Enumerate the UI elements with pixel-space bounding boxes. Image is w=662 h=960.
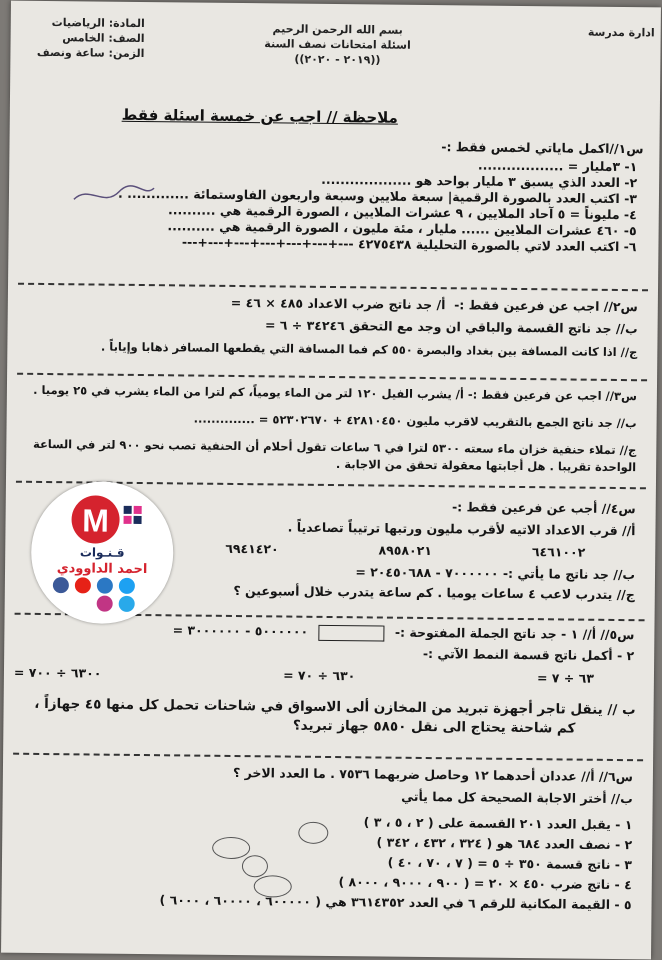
answer-circle-3 [242, 855, 268, 877]
q4-num-2: ٨٩٥٨٠٢١ [378, 542, 433, 559]
q1-title: س١//اكمل ماياتي لخمس فقط :- [441, 139, 644, 157]
q4-a: أ// قرب الاعداد الاتيه لأقرب مليون ورتبها ترتيباً تصاعدياً . [287, 519, 636, 539]
q5-title-line [174, 622, 634, 643]
q5-title: س٥// أ// ١ - جد ناتج الجملة المفتوحة :- [394, 624, 635, 643]
q1-item-4: ٤- مليوناً = ٥ آحاد الملايين ، ٩ عشرات الملايين ، الصورة الرقمية هي .......... [167, 202, 637, 223]
q3-a: أ/ يشرب الفيل ١٢٠ لتر من الماء يومياً، كم لترا من الماء يشرب في ٢٥ يوميا . [33, 382, 464, 402]
q2-title: س٢// اجب عن فرعين فقط :- [454, 297, 638, 315]
separator-1 [18, 283, 648, 292]
q4-title: س٤// أجب عن فرعين فقط :- [451, 499, 636, 517]
logo-line-1: قـنـوات [79, 545, 125, 560]
q1-item-6: ٦- اكتب العدد لاتي بالصورة التحليلية ٤٢٧٥٤٣٨ ---+---+---+---+---+---+--- [181, 234, 637, 255]
q4-block [175, 496, 636, 603]
q3-block [10, 383, 637, 476]
q4-b: ب// جد ناتج ما يأتي :- ٧٠٠٠٠٠٠ - ٢٠٤٥٠٦٨٨ = [355, 564, 636, 583]
q5-eq1: ٥٠٠٠٠٠٠ - ٣٠٠٠٠٠٠ = [172, 622, 309, 639]
q2-block [17, 293, 638, 360]
header-right [559, 24, 655, 40]
q5-b-block [5, 695, 635, 740]
q6-title: س٦// أ// عددان أحدهما ١٢ وحاصل ضربهما ٧٥٣٦ . ما العدد الاخر ؟ [232, 764, 633, 785]
svg-text:M: M [82, 502, 110, 539]
q2-c: ج// اذا كانت المسافة بين بغداد والبصرة ٥٥٠ كم فما المسافة التي يقطعها المسافر ذهابا وإياباً . [100, 339, 638, 360]
q6-b: ب// أختر الاجابة الصحيحة كل مما يأتي [401, 788, 633, 807]
q6-item-1: ١ - يقبل العدد ٢٠١ القسمة على ( ٢ ، ٥ ، ٣ ) [363, 814, 633, 833]
answer-circle-1 [298, 822, 328, 844]
q5-block [174, 622, 634, 663]
q6-item-4: ٤ - ناتج ضرب ٤٥٠ × ٢٠ = ( ٩٠٠ ، ٩٠٠٠ ، ٨٠٠٠ ) [338, 874, 632, 893]
separator-5 [13, 753, 643, 762]
q5-b2: كم شاحنة يحتاج الى نقل ٥٨٥٠ جهاز تبريد؟ [292, 717, 576, 737]
q3-b: ب// جد ناتج الجمع بالتقريب لاقرب مليون ٤٢٨١٠٤٥٠ + ٥٢٣٠٢٦٧٠ = .............. [193, 411, 637, 431]
q3-c1: ج// تملاء حنفية خزان ماء سعته ٥٣٠٠ لترا في ٦ ساعات تقول أحلام أن الحنفية تصب نحو ٩٠٠ لتر في الساعة [32, 436, 637, 458]
q5-pattern-3: ٦٣٠٠ ÷ ٧٠٠ = [13, 664, 102, 681]
q2-title-line [18, 293, 638, 315]
q4-numbers [175, 540, 635, 561]
q5-pattern-1: ٦٣ ÷ ٧ = [536, 670, 595, 686]
q1-item-5: ٥- ٤٦٠ عشرات الملايين ...... مليار ، مئة مليون ، الصورة الرقمية هي .......... [167, 218, 637, 239]
q2-b: ب// جد ناتج القسمة والباقي ان وجد مع التحقق ٣٤٢٤٦ ÷ ٦ = [264, 317, 638, 337]
answer-box [318, 624, 384, 641]
exam-paper [1, 1, 661, 960]
separator-2 [17, 373, 647, 382]
q3-title: س٣// اجب عن فرعين فقط :- [467, 387, 637, 404]
q6-item-2: ٢ - نصف العدد ٦٨٤ هو ( ٣٢٤ ، ٤٣٢ ، ٣٤٢ ) [376, 834, 633, 853]
handwritten-scribble [69, 179, 159, 210]
grade-label: الصف: الخامس [62, 31, 145, 46]
q3-title-line [11, 383, 637, 405]
answer-circle-2 [212, 837, 250, 859]
header-center [242, 21, 432, 68]
q1-item-3: ٣- اكتب العدد بالصورة الرقمية| سبعة ملايين وسبعة واربعون الفاوستمائة ............. . [117, 185, 638, 207]
time-label: الزمن: ساعة ونصف [36, 45, 145, 61]
q1-item-1: ١- ٣مليار = .................. [477, 157, 638, 175]
q6-item-3: ٣ - ناتج قسمة ٣٥٠ ÷ ٥ = ( ٧ ، ٧٠ ، ٤٠ ) [387, 854, 633, 873]
header-left [24, 15, 144, 61]
q5-b1: ب // ينقل تاجر أجهزة تبريد من المخازن ألى الاسواق في شاحنات تحمل كل منها ٤٥ جهازاً ، [34, 695, 636, 719]
exam-year: ((٢٠١٩ - ٢٠٢٠)) [294, 52, 381, 67]
answer-circle-4 [254, 875, 292, 897]
q4-num-3: ٦٩٤١٤٢٠ [225, 540, 279, 557]
q1-item-2: ٢- العدد الذي يسبق ٣ مليار بواحد هو ................... [321, 171, 638, 191]
q5-pattern-2: ٦٣٠ ÷ ٧٠ = [283, 667, 356, 684]
q6-item-5: ٥ - القيمة المكانية للرقم ٦ في العدد ٣٦١٤٣٥٢ هي ( ٦٠٠٠٠٠ ، ٦٠٠٠٠ ، ٦٠٠٠ ) [159, 892, 632, 913]
channel-logo [30, 481, 173, 624]
q4-c: ج// يتدرب لاعب ٤ ساعات يوميا . كم ساعة يتدرب خلال أسبوعين ؟ [233, 582, 635, 603]
exam-title: اسئلة امتحانات نصف السنة [264, 37, 411, 52]
basmala: بسم الله الرحمن الرحيم [272, 22, 403, 37]
q2-a: أ/ جد ناتج ضرب الاعداد ٤٨٥ × ٤٦ = [230, 294, 446, 313]
logo-line-2: احمد الداوودي [56, 561, 148, 578]
q3-c2: الواحدة تقريبا . هل أجابتها معقولة تحقق من الاجابة . [335, 457, 637, 475]
q4-num-1: ٦٤٦١٠٠٢ [531, 544, 586, 560]
q5-a2: ٢ - أكمل ناتج قسمة النمط الآتي :- [422, 645, 635, 663]
school-label: ادارة مدرسة [587, 25, 655, 40]
q5-pattern [14, 665, 594, 687]
exam-note: ملاحظة // اجب عن خمسة اسئلة فقط [121, 105, 399, 127]
subject-label: المادة: الرياضيات [51, 16, 145, 31]
